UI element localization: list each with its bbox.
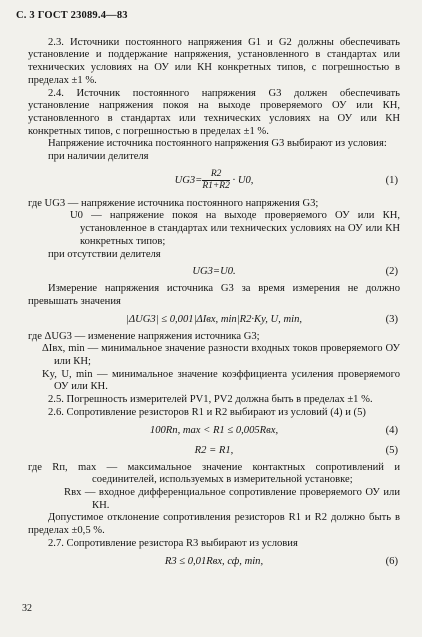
formula-5-expr: R2 = R1,	[194, 444, 234, 456]
with-divider-label: при наличии делителя	[48, 151, 149, 163]
formula-2	[28, 263, 400, 281]
formula-2-expr: UG3=U0.	[192, 266, 236, 278]
paragraph-2-7: 2.7. Сопротивление резистора R3 выбирают из условия	[48, 537, 298, 549]
formula-1-numerator: R2	[202, 169, 230, 181]
formula-1	[28, 166, 400, 196]
formula-3-number: (3)	[385, 313, 398, 325]
formula-5	[28, 442, 400, 460]
formula-4	[28, 422, 400, 440]
formula-6-expr: R3 ≤ 0,01Rвх, сф, min,	[164, 555, 264, 567]
formula-4-number: (4)	[385, 424, 398, 436]
where-5-rvx: Rвх — входное дифференциальное сопротивление проверяемого ОУ или КН.	[64, 486, 400, 511]
measurement-paragraph: Измерение напряжения источника G3 за время измерения не должно превышать значения	[28, 283, 400, 307]
formula-6	[28, 553, 400, 571]
formula-1-number: (1)	[385, 174, 398, 186]
paragraph-2-4: 2.4. Источник постоянного напряжения G3 должен обеспечивать установление напряжения покоя на выходе проверяемого ОУ или КН, установленного в стандартах или технических условиях на ОУ или КН конкретных типов, с погрешностью в пределах ±1 %.	[28, 87, 400, 137]
where-3-delta-ug3: где ΔUG3 — изменение напряжения источника G3;	[28, 330, 260, 342]
formula-6-number: (6)	[385, 555, 398, 567]
paragraph-2-4-condition: Напряжение источника постоянного напряжения G3 выбирают из условия:	[48, 138, 387, 150]
formula-3-expr: |ΔUG3| ≤ 0,001|ΔIвх, min|R2·Ky, U, min,	[125, 313, 303, 325]
where-3-ky: Ky, U, min — минимальное значение коэффициента усиления проверяемого ОУ или КН.	[42, 368, 400, 393]
formula-4-expr: 100Rп, max < R1 ≤ 0,005Rвх,	[149, 424, 279, 436]
formula-1-denominator: R1+R2	[202, 180, 230, 191]
where-1-u0: U0 — напряжение покоя на выходе проверяемого ОУ или КН, установленное в стандартах или технических условиях на ОУ или КН конкретных типов;	[70, 210, 400, 247]
formula-1-fraction	[202, 169, 230, 192]
paragraph-2-3: 2.3. Источники постоянного напряжения G1 и G2 должны обеспечивать установление и поддержание напряжения, установленного в стандартах или технических условиях на ОУ или КН конкретных типов, с погрешностью в пределах ±1 %.	[28, 36, 400, 86]
page-header: С. 3 ГОСТ 23089.4—83	[16, 10, 128, 21]
formula-3	[28, 311, 400, 329]
without-divider-label: при отсутствии делителя	[48, 248, 161, 260]
tolerance-paragraph: Допустимое отклонение сопротивления резисторов R1 и R2 должно быть в пределах ±0,5 %.	[28, 512, 400, 537]
formula-2-number: (2)	[385, 266, 398, 278]
where-3-delta-i: ΔIвх, min — минимальное значение разности входных токов проверяемого ОУ или КН;	[42, 343, 400, 368]
paragraph-2-5: 2.5. Погрешность измерителей PV1, PV2 должна быть в пределах ±1 %.	[48, 394, 373, 406]
page-number: 32	[22, 603, 32, 614]
formula-5-number: (5)	[385, 444, 398, 456]
where-1-ug3: где UG3 — напряжение источника постоянного напряжения G3;	[28, 197, 319, 209]
paragraph-2-6: 2.6. Сопротивление резисторов R1 и R2 выбирают из условий (4) и (5)	[48, 406, 366, 418]
formula-1-tail: · U0,	[232, 174, 254, 186]
formula-1-lhs: UG3=	[174, 174, 203, 186]
where-5-rp-max: где Rп, max — максимальное значение контактных сопротивлений и соединителей, используемых в измерительной установке;	[28, 461, 400, 486]
